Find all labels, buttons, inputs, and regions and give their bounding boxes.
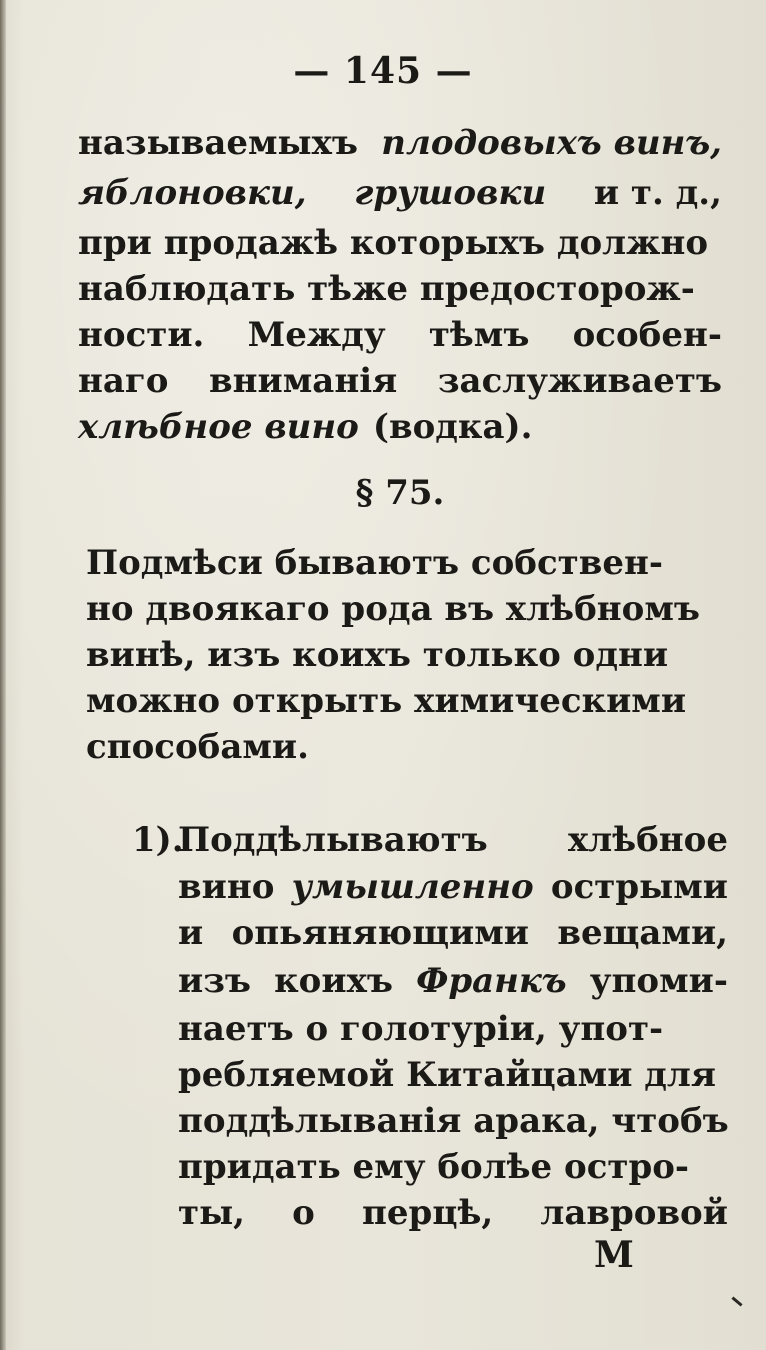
- text-line: способами.: [86, 727, 309, 767]
- text-line: при продажѣ которыхъ должно: [78, 223, 709, 263]
- text-line: Поддѣлываютъ хлѣбное: [178, 820, 728, 860]
- text-line: и опьяняющими вещами,: [178, 913, 728, 953]
- text-line: Подмѣси бываютъ собствен-: [86, 543, 663, 583]
- text-line: хлѣбное вино (водка).: [78, 407, 533, 447]
- text-line: ности. Между тѣмъ особен-: [78, 315, 722, 355]
- catchword: М: [594, 1234, 634, 1276]
- text-line: изъ коихъ Франкъ упоми-: [178, 961, 728, 1001]
- text-line: называемыхъ плодовыхъ винъ,: [78, 123, 722, 163]
- item-number: 1).: [132, 820, 184, 860]
- page-number: — 145 —: [293, 50, 473, 92]
- text-line: яблоновки, грушовки и т. д.,: [78, 173, 722, 213]
- text-line: ты, о перцѣ, лавровой: [178, 1193, 728, 1233]
- page-spine-shadow: [0, 0, 6, 1350]
- ink-mark: [731, 1296, 742, 1306]
- text-line: поддѣлыванія арака, чтобъ: [178, 1101, 729, 1141]
- text-line: наго вниманія заслуживаетъ: [78, 361, 722, 401]
- text-line: наблюдать тѣже предосторож-: [78, 269, 695, 309]
- text-line: придать ему болѣе остро-: [178, 1147, 690, 1187]
- text-line: наетъ о голотуріи, упот-: [178, 1009, 664, 1049]
- text-line: можно открыть химическими: [86, 681, 687, 721]
- text-line: вино умышленно острыми: [178, 867, 728, 907]
- text-line: винѣ, изъ коихъ только одни: [86, 635, 669, 675]
- text-line: ребляемой Китайцами для: [178, 1055, 717, 1095]
- text-line: но двоякаго рода въ хлѣбномъ: [86, 589, 700, 629]
- section-heading: § 75.: [355, 473, 445, 513]
